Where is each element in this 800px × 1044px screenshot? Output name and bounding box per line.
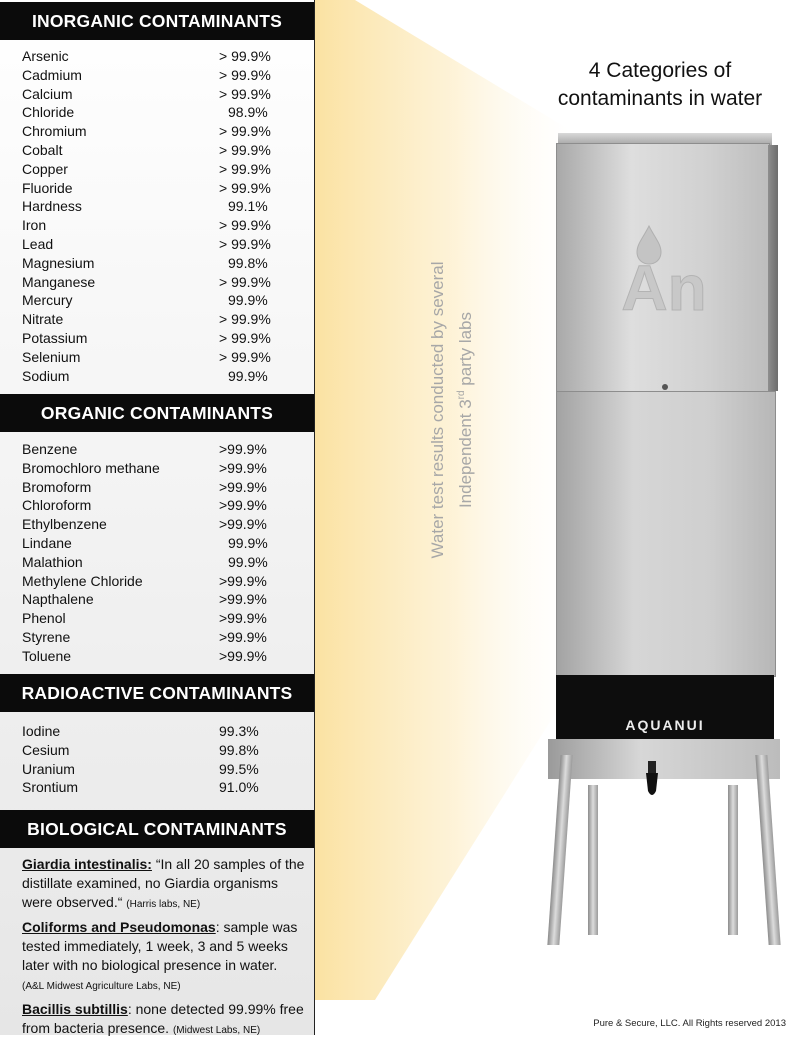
contaminant-name: Phenol bbox=[22, 610, 66, 627]
contaminant-row bbox=[22, 534, 302, 553]
contaminant-row bbox=[22, 553, 302, 572]
bio-text: : sample was tested immediately, 1 week, 3 and 5 weeks later with no biological presence in water. bbox=[22, 919, 298, 973]
contaminant-row bbox=[22, 179, 302, 198]
contaminant-name: Srontium bbox=[22, 779, 79, 796]
contaminant-name: Manganese bbox=[22, 273, 96, 290]
removal-rate: > 99.9% bbox=[219, 123, 271, 140]
contaminant-name: Cesium bbox=[22, 741, 70, 758]
removal-rate: >99.9% bbox=[219, 497, 267, 514]
distiller-upper-housing bbox=[556, 143, 770, 393]
contaminant-name: Magnesium bbox=[22, 254, 95, 271]
contaminant-name: Mercury bbox=[22, 292, 73, 309]
contaminant-row bbox=[22, 291, 302, 310]
contaminant-name: Benzene bbox=[22, 441, 78, 457]
contaminant-row bbox=[22, 647, 302, 666]
contaminant-row bbox=[22, 440, 302, 459]
contaminant-row bbox=[22, 722, 302, 741]
contaminant-name: Potassium bbox=[22, 329, 88, 346]
removal-rate: > 99.9% bbox=[219, 235, 271, 252]
removal-rate: 99.5% bbox=[219, 760, 259, 777]
heading-line-1: 4 Categories of bbox=[588, 59, 732, 82]
contaminant-row bbox=[22, 273, 302, 292]
contaminant-row bbox=[22, 235, 302, 254]
contaminant-name: Nitrate bbox=[22, 311, 64, 328]
distiller-lower-housing bbox=[556, 391, 776, 677]
removal-rate: > 99.9% bbox=[219, 66, 271, 83]
bio-text: “In all 20 samples of the distillate examined, no Giardia organisms were observed.“ bbox=[22, 856, 305, 910]
stand-leg bbox=[547, 755, 572, 945]
screw bbox=[662, 384, 668, 390]
contaminant-row bbox=[22, 459, 302, 478]
contaminant-name: Copper bbox=[22, 160, 68, 177]
copyright-footer: Pure & Secure, LLC. All Rights reserved 2013 bbox=[593, 1018, 786, 1029]
inorganic-list bbox=[22, 47, 302, 385]
contaminant-row bbox=[22, 778, 302, 797]
caption-line-2-end: party labs bbox=[455, 311, 475, 391]
caption-line-1: Water test results conducted by several bbox=[428, 261, 448, 559]
contaminant-name: Toluene bbox=[22, 647, 72, 664]
contaminant-name: Arsenic bbox=[22, 48, 69, 64]
stand-leg bbox=[588, 785, 598, 935]
contaminant-name: Malathion bbox=[22, 553, 83, 570]
contaminant-name: Uranium bbox=[22, 760, 75, 777]
contaminant-name: Lead bbox=[22, 235, 54, 252]
contaminant-name: Hardness bbox=[22, 198, 82, 215]
distiller-side bbox=[768, 145, 778, 391]
categories-heading bbox=[530, 57, 790, 113]
removal-rate: > 99.9% bbox=[219, 141, 271, 158]
removal-rate: > 99.9% bbox=[219, 179, 271, 196]
contaminant-row bbox=[22, 329, 302, 348]
contaminant-row bbox=[22, 85, 302, 104]
contaminant-row bbox=[22, 760, 302, 779]
caption-superscript: rd bbox=[456, 390, 468, 400]
removal-rate: >99.9% bbox=[219, 591, 267, 608]
contaminant-name: Bromochloro methane bbox=[22, 459, 160, 476]
contaminant-name: Lindane bbox=[22, 534, 72, 551]
removal-rate: 99.1% bbox=[228, 198, 268, 215]
contaminant-row bbox=[22, 66, 302, 85]
removal-rate: >99.9% bbox=[219, 647, 267, 664]
contaminant-name: Iodine bbox=[22, 723, 61, 739]
bio-source: (A&L Midwest Agriculture Labs, NE) bbox=[22, 981, 181, 992]
removal-rate: > 99.9% bbox=[219, 85, 271, 102]
bio-text: : none detected 99.99% free from bacteria presence. bbox=[22, 1001, 304, 1036]
contaminant-row bbox=[22, 515, 302, 534]
contaminant-row bbox=[22, 160, 302, 179]
contaminant-row bbox=[22, 478, 302, 497]
removal-rate: 99.9% bbox=[228, 367, 268, 384]
bio-term: Giardia intestinalis: bbox=[22, 856, 152, 872]
inorganic-header: INORGANIC CONTAMINANTS bbox=[0, 2, 314, 40]
contaminant-name: Selenium bbox=[22, 348, 81, 365]
removal-rate: 99.9% bbox=[228, 292, 268, 309]
removal-rate: > 99.9% bbox=[219, 48, 271, 64]
contaminant-name: Ethylbenzene bbox=[22, 516, 107, 533]
contaminant-row bbox=[22, 103, 302, 122]
bio-source: (Midwest Labs, NE) bbox=[172, 1025, 261, 1036]
removal-rate: 99.9% bbox=[228, 534, 268, 551]
biological-entries bbox=[22, 855, 308, 1044]
bio-entry-bacillis bbox=[22, 1000, 308, 1040]
water-distiller-image bbox=[548, 125, 788, 965]
removal-rate: >99.9% bbox=[219, 516, 267, 533]
removal-rate: >99.9% bbox=[219, 572, 267, 589]
removal-rate: 99.9% bbox=[228, 553, 268, 570]
contaminant-name: Fluoride bbox=[22, 179, 73, 196]
contaminant-row bbox=[22, 609, 302, 628]
removal-rate: > 99.9% bbox=[219, 217, 271, 234]
contaminant-row bbox=[22, 572, 302, 591]
contaminant-row bbox=[22, 496, 302, 515]
contaminant-row bbox=[22, 310, 302, 329]
removal-rate: > 99.9% bbox=[219, 160, 271, 177]
contaminant-name: Styrene bbox=[22, 628, 71, 645]
removal-rate: > 99.9% bbox=[219, 273, 271, 290]
removal-rate: 99.8% bbox=[219, 741, 259, 758]
contaminant-row bbox=[22, 47, 302, 66]
contaminant-row bbox=[22, 741, 302, 760]
contaminant-name: Calcium bbox=[22, 85, 73, 102]
removal-rate: >99.9% bbox=[219, 610, 267, 627]
bio-entry-giardia bbox=[22, 855, 308, 914]
lab-testing-caption bbox=[426, 261, 478, 558]
bio-entry-coliforms bbox=[22, 918, 308, 996]
contaminant-panel bbox=[0, 0, 315, 1035]
biological-header: BIOLOGICAL CONTAMINANTS bbox=[0, 810, 314, 848]
distiller-brand-band bbox=[556, 675, 774, 741]
contaminant-row bbox=[22, 367, 302, 386]
removal-rate: >99.9% bbox=[219, 478, 267, 495]
logo-icon bbox=[609, 224, 719, 314]
contaminant-name: Cadmium bbox=[22, 66, 82, 83]
removal-rate: > 99.9% bbox=[219, 311, 271, 328]
contaminant-name: Bromoform bbox=[22, 478, 92, 495]
contaminant-row bbox=[22, 254, 302, 273]
contaminant-name: Chloroform bbox=[22, 497, 92, 514]
removal-rate: 99.8% bbox=[228, 254, 268, 271]
contaminant-name: Napthalene bbox=[22, 591, 94, 608]
bio-term: Bacillis subtillis bbox=[22, 1001, 128, 1017]
removal-rate: >99.9% bbox=[219, 441, 267, 457]
contaminant-row bbox=[22, 122, 302, 141]
contaminant-name: Methylene Chloride bbox=[22, 572, 143, 589]
removal-rate: >99.9% bbox=[219, 628, 267, 645]
spigot-icon bbox=[644, 761, 660, 799]
contaminant-row bbox=[22, 628, 302, 647]
contaminant-name: Sodium bbox=[22, 367, 70, 384]
stand-leg bbox=[728, 785, 738, 935]
contaminant-name: Chloride bbox=[22, 104, 75, 121]
logo-text: An bbox=[621, 252, 707, 314]
removal-rate: 91.0% bbox=[219, 779, 259, 796]
removal-rate: > 99.9% bbox=[219, 329, 271, 346]
removal-rate: 98.9% bbox=[228, 104, 268, 121]
contaminant-name: Iron bbox=[22, 217, 47, 234]
distiller-basin bbox=[548, 739, 780, 779]
radioactive-header: RADIOACTIVE CONTAMINANTS bbox=[0, 674, 314, 712]
organic-header: ORGANIC CONTAMINANTS bbox=[0, 394, 314, 432]
contaminant-row bbox=[22, 141, 302, 160]
contaminant-row bbox=[22, 590, 302, 609]
contaminant-name: Cobalt bbox=[22, 141, 63, 158]
removal-rate: > 99.9% bbox=[219, 348, 271, 365]
heading-line-2: contaminants in water bbox=[557, 87, 763, 110]
stand-leg bbox=[755, 755, 780, 945]
caption-line-2 bbox=[450, 261, 478, 558]
contaminant-row bbox=[22, 348, 302, 367]
bio-source: (Harris labs, NE) bbox=[126, 899, 201, 910]
radioactive-list bbox=[22, 722, 302, 797]
organic-list bbox=[22, 440, 302, 666]
contaminant-row bbox=[22, 197, 302, 216]
contaminant-row bbox=[22, 216, 302, 235]
brand-label: AQUANUI bbox=[625, 717, 705, 733]
caption-line-2-text: Independent 3 bbox=[455, 399, 475, 509]
removal-rate: >99.9% bbox=[219, 459, 267, 476]
removal-rate: 99.3% bbox=[219, 723, 259, 739]
contaminant-name: Chromium bbox=[22, 123, 87, 140]
bio-term: Coliforms and Pseudomonas bbox=[22, 919, 216, 935]
